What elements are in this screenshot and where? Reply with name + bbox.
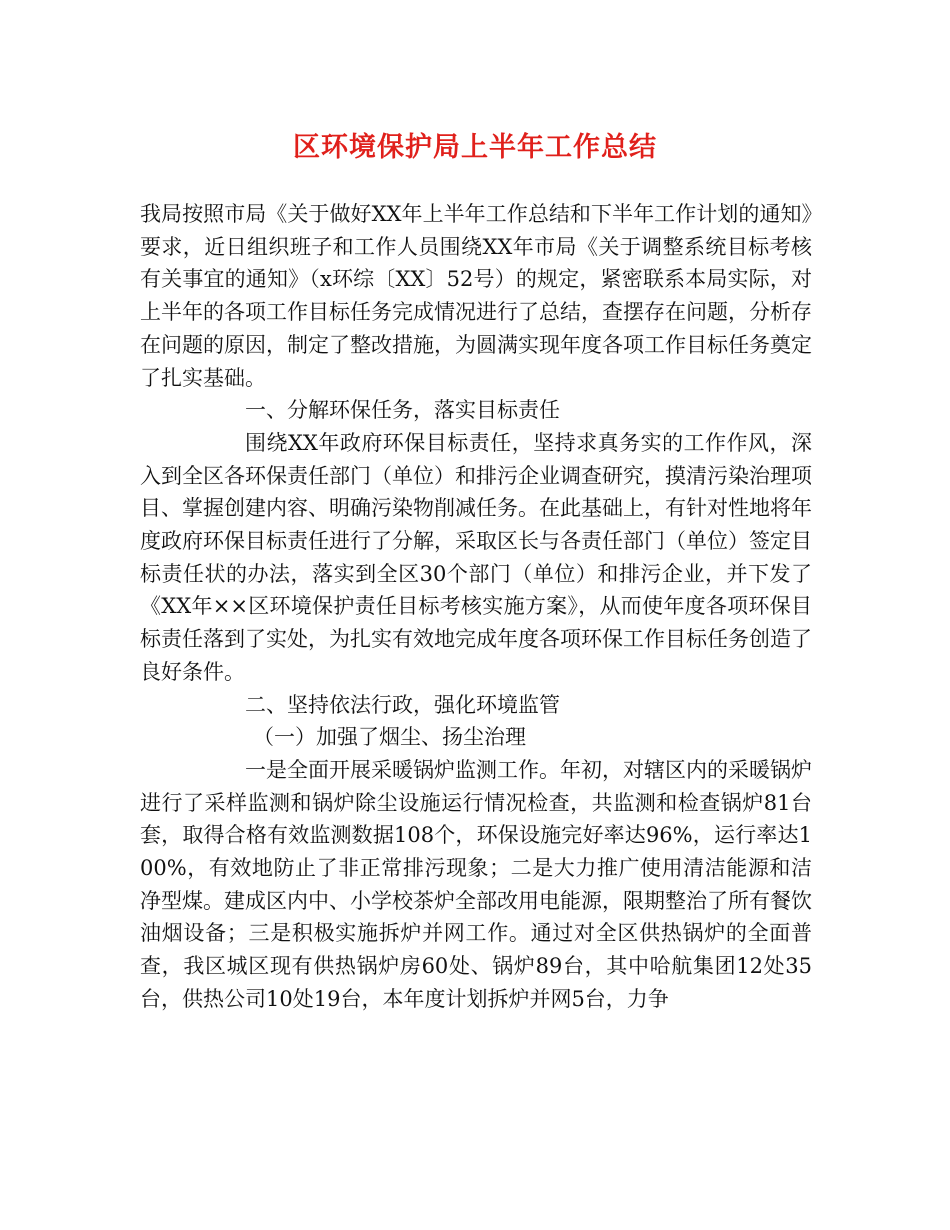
subsection-heading-1: （一）加强了烟尘、扬尘治理 — [253, 725, 526, 750]
section-heading-2: 二、坚持依法行政，强化环境监管 — [245, 692, 560, 717]
section-heading-1: 一、分解环保任务，落实目标责任 — [245, 398, 560, 423]
document-body — [140, 198, 812, 1016]
section-1-paragraph: 围绕XX年政府环保目标责任，坚持求真务实的工作作风，深入到全区各环保责任部门（单位）和排污企业调查研究，摸清污染治理项目、掌握创建内容、明确污染物削减任务。在此基础上，有针对性地将年度政府环保目标责任进行了分解，采取区长与各责任部门（单位）签定目标责任状的办法，落实到全区30个部门（单位）和排污企业，并下发了《XX年××区环境保护责任目标考核实施方案》，从而使年度各项环保目标责任落到了实处，为扎实有效地完成年度各项环保工作目标任务创造了良好条件。 — [140, 430, 812, 684]
document-title: 区环境保护局上半年工作总结 — [293, 132, 657, 163]
intro-paragraph: 我局按照市局《关于做好XX年上半年工作总结和下半年工作计划的通知》要求，近日组织班子和工作人员围绕XX年市局《关于调整系统目标考核有关事宜的通知》（x环综〔XX〕52号）的规定，紧密联系本局实际，对上半年的各项工作目标任务完成情况进行了总结，查摆存在问题，分析存在问题的原因，制定了整改措施，为圆满实现年度各项工作目标任务奠定了扎实基础。 — [140, 202, 812, 390]
subsection-1-paragraph: 一是全面开展采暖锅炉监测工作。年初，对辖区内的采暖锅炉进行了采样监测和锅炉除尘设施运行情况检查，共监测和检查锅炉81台套，取得合格有效监测数据108个，环保设施完好率达96%，运行率达100%，有效地防止了非正常排污现象；二是大力推广使用清洁能源和洁净型煤。建成区内中、小学校茶炉全部改用电能源，限期整治了所有餐饮油烟设备；三是积极实施拆炉并网工作。通过对全区供热锅炉的全面普查，我区城区现有供热锅炉房60处、锅炉89台，其中哈航集团12处35台，供热公司10处19台，本年度计划拆炉并网5台，力争 — [140, 757, 812, 1011]
